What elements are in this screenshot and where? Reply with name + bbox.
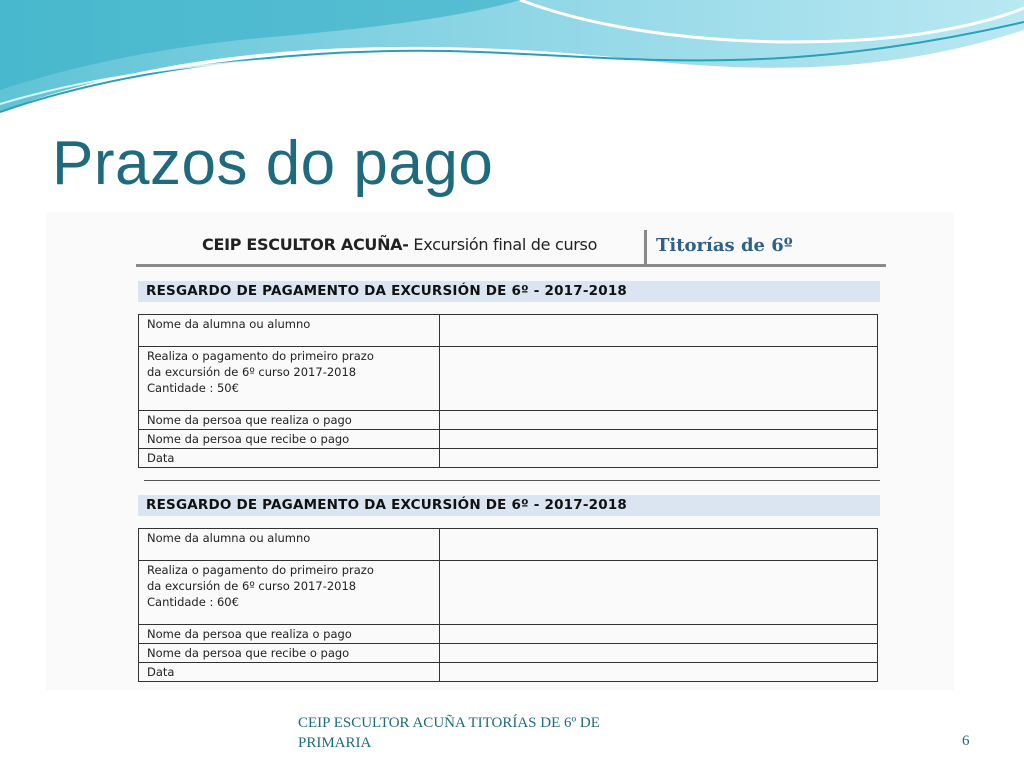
header-divider	[644, 230, 647, 264]
date-field	[440, 663, 878, 682]
tutor-label: Titorías de 6º	[656, 235, 793, 256]
table-row	[139, 644, 878, 663]
student-name-label: Nome da alumna ou alumno	[139, 315, 440, 347]
receiver-label: Nome da persoa que recibe o pago	[139, 644, 440, 663]
payment-description: Realiza o pagamento do primeiro prazo da excursión de 6º curso 2017-2018 Cantidade : 60€	[139, 561, 440, 625]
table-row	[139, 663, 878, 682]
date-label: Data	[139, 449, 440, 468]
table-row	[139, 561, 878, 625]
payer-field	[440, 411, 878, 430]
document-header	[136, 230, 886, 267]
student-name-label: Nome da alumna ou alumno	[139, 529, 440, 561]
date-field	[440, 449, 878, 468]
receipt-separator	[144, 480, 880, 481]
payment-field	[440, 561, 878, 625]
date-label: Data	[139, 663, 440, 682]
student-name-field	[440, 315, 878, 347]
receipt-table	[138, 314, 878, 468]
table-row	[139, 449, 878, 468]
receipt-title: RESGARDO DE PAGAMENTO DA EXCURSIÓN DE 6º - 2017-2018	[138, 281, 880, 302]
school-name: CEIP ESCULTOR ACUÑA- Excursión final de curso	[202, 235, 598, 254]
table-row	[139, 529, 878, 561]
table-row	[139, 430, 878, 449]
header-wave-decoration	[0, 0, 1024, 130]
receiver-label: Nome da persoa que recibe o pago	[139, 430, 440, 449]
payment-field	[440, 347, 878, 411]
payment-description: Realiza o pagamento do primeiro prazo da excursión de 6º curso 2017-2018 Cantidade : 50€	[139, 347, 440, 411]
student-name-field	[440, 529, 878, 561]
receiver-field	[440, 644, 878, 663]
amount-label: Cantidade : 50€	[147, 381, 239, 395]
table-row	[139, 625, 878, 644]
amount-label: Cantidade : 60€	[147, 595, 239, 609]
receipt-title: RESGARDO DE PAGAMENTO DA EXCURSIÓN DE 6º - 2017-2018	[138, 495, 880, 516]
table-row	[139, 347, 878, 411]
payer-field	[440, 625, 878, 644]
receipt-table	[138, 528, 878, 682]
receipt-1	[138, 281, 880, 468]
slide-title: Prazos do pago	[52, 129, 494, 198]
receipt-2	[138, 495, 880, 682]
receiver-field	[440, 430, 878, 449]
table-row	[139, 315, 878, 347]
table-row	[139, 411, 878, 430]
slide-footer: CEIP ESCULTOR ACUÑA TITORÍAS DE 6º DE PRIMARIA	[298, 715, 600, 751]
page-number: 6	[962, 733, 970, 749]
payer-label: Nome da persoa que realiza o pago	[139, 411, 440, 430]
payer-label: Nome da persoa que realiza o pago	[139, 625, 440, 644]
payment-document	[46, 212, 954, 690]
